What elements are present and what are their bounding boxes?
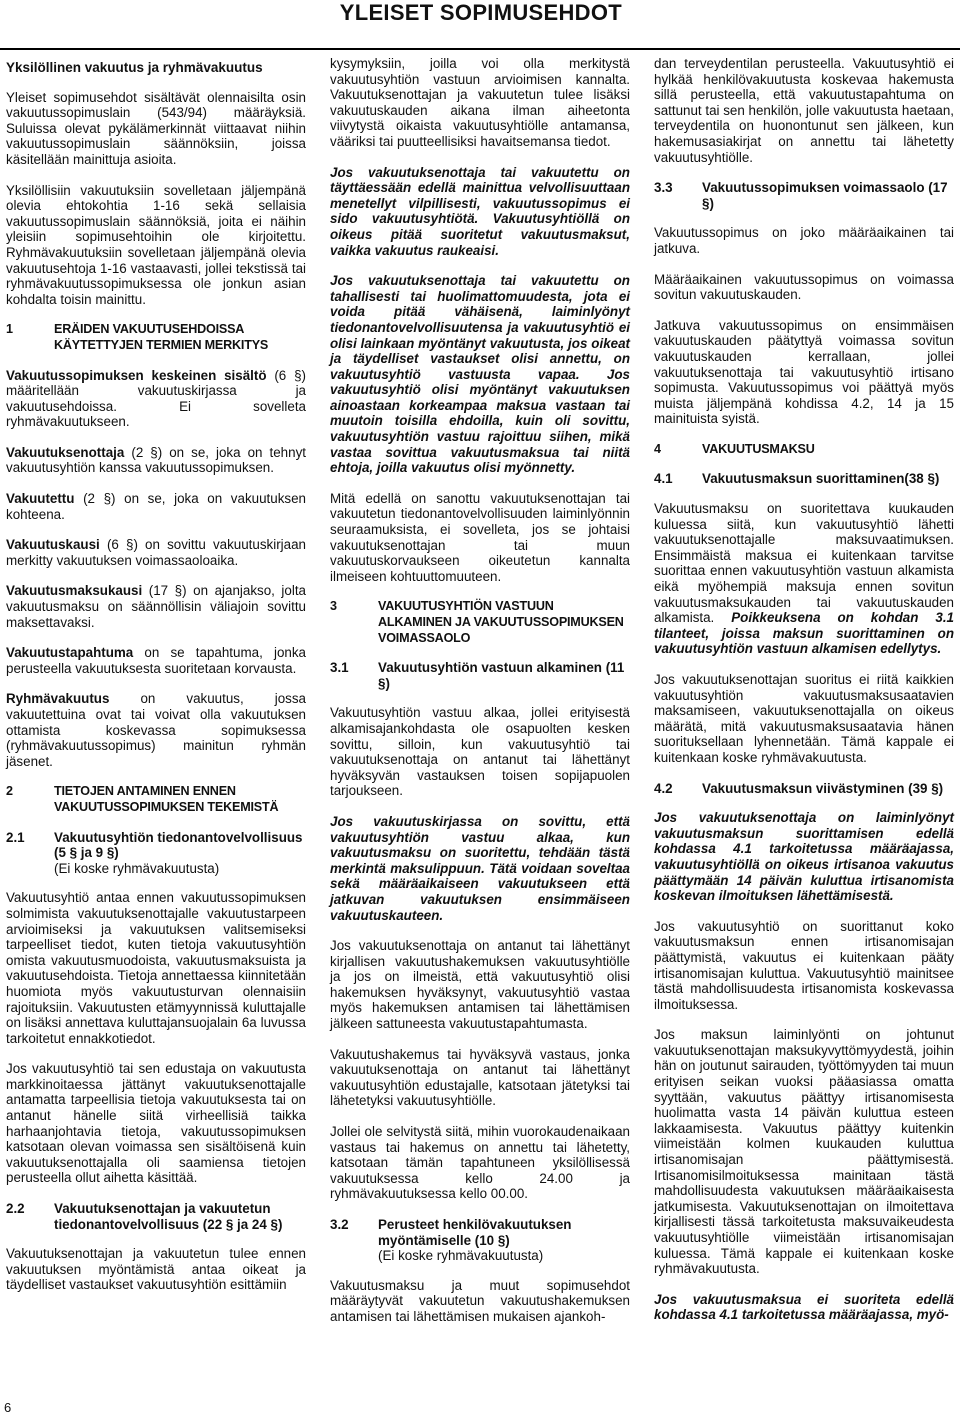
- page-title: YLEISET SOPIMUSEHDOT: [339, 0, 622, 25]
- definition: Ryhmävakuutus on vakuutus, jossa vakuutettuina ovat tai voivat olla vakuutuksen ottamista koskevassa sopimuksessa (ryhmävakuutussopimus) mainitun ryhmän jäsenet.: [6, 691, 306, 769]
- paragraph: Mitä edellä on sanottu vakuutuksenottajan tai vakuutetun tiedonantovelvollisuuden laiminlyönnin seuraamuksista, ei sovelleta, jos se johtaisi vakuutuksenottajan tai muun vakuutuskorvaukseen oikeutetun kannalta ilmeiseen kohtuuttomuuteen.: [330, 490, 630, 584]
- paragraph: dan terveydentilan perusteella. Vakuutusyhtiö ei hylkää henkilövakuutusta koskevaa hakemusta sillä perusteella, että vakuutustapahtuma on sattunut tai sen henkilön, jolle vakuutusta haetaan, terveydentila on huonontunut sen jälkeen, kun hakemusasiakirjat on annettu tai lähetetty vakuutusyhtiölle.: [654, 56, 955, 165]
- paragraph: Yleiset sopimusehdot sisältävät olennaisilta osin vakuutussopimuslain (543/94) määräyksiä. Suluissa olevat pykälämerkinnät viittaavat niihin vakuutussopimuslain säännöksiin, joissa käsitellään mainittuja asioita.: [6, 89, 306, 167]
- paragraph: Vakuutusmaksu on suoritettava kuukauden kuluessa siitä, kun vakuutusyhtiö lähetti vakuutuksenottajalle maksuvaatimuksen. Ensimmäistä maksua ei kuitenkaan tarvitse suorittaa ennen vakuutusyhtiön vastuun alkamista eikä myöhempiä maksuja ennen sovitun vakuutusmaksukauden tai vakuutuskauden alkamista. Poikkeuksena on kohdan 3.1 tilanteet, joissa maksun suorittaminen on vakuutusyhtiön vastuun alkamisen edellytys.: [654, 501, 954, 657]
- paragraph: Vakuutushakemus tai hyväksyvä vastaus, jonka vakuutuksenottaja on antanut tai lähettänyt vakuutusyhtiön edustajalle, katsotaan jätetyksi tai lähetetyksi vakuutusyhtiölle.: [330, 1046, 630, 1109]
- definition: Vakuutustapahtuma on se tapahtuma, jonka perusteella vakuutuksesta suoritetaan korvausta.: [6, 645, 306, 676]
- section-heading-3-3: 3.3 Vakuutussopimuksen voimassaolo (17 §): [654, 180, 948, 211]
- section-heading-2-1: 2.1 Vakuutusyhtiön tiedonantovelvollisuus (5 § ja 9 §) (Ei koske ryhmävakuutusta): [6, 829, 303, 876]
- column-3: [654, 56, 954, 1338]
- paragraph: Jos vakuutusyhtiö tai sen edustaja on vakuutusta markkinoitaessa jättänyt vakuutuksenottajalle antamatta tarpeellisia tietoja vakuutuksesta tai on antanut hänelle siitä virheellisiä taikka harhaanjohtavia tietoja, vakuutussopimuksen katsotaan olevan voimassa sen sisältöisenä kuin vakuutuksenottajalla oli saamiensa tietojen perusteella ollut aihetta käsittää.: [6, 1061, 306, 1186]
- definition: Vakuutussopimuksen keskeinen sisältö (6 §) määritellään vakuutuskirjassa ja vakuutusehdoissa. Ei sovelleta ryhmävakuutukseen.: [6, 367, 306, 430]
- paragraph: Vakuutusyhtiö antaa ennen vakuutussopimuksen solmimista vakuutuksenottajalle vakuutustarpeen arvioimiseksi ja vakuutuksen valitsemiseksi tarpeelliset tiedot, kuten tietoja vakuutusyhtiön omista vakuutusmuodoista, vakuutusmaksuista ja vakuutusehdoista. Tietoja annettaessa kiinnitetään huomiota myös vakuutusturvan olennaisiin rajoituksiin. Vakuutusten etämyynnissä kuluttajalle on lisäksi annettava kuluttajansuojalain 6a luvussa tarkoitetut ennakkotiedot.: [6, 890, 306, 1046]
- paragraph-emphasis: Jos vakuutuskirjassa on sovittu, että vakuutusyhtiön vastuu alkaa, kun vakuutusmaksu on suoritettu, tehdään tästä merkintä maksulippuun. Tätä voidaan soveltaa sekä määräaikaiseen vakuutukseen että jatkuvan vakuutuksen ensimmäiseen vakuutuskauteen.: [330, 813, 630, 923]
- section-heading-3-1: 3.1 Vakuutusyhtiön vastuun alkaminen (11 §): [330, 660, 625, 691]
- definition: Vakuutettu (2 §) on se, joka on vakuutuksen kohteena.: [6, 491, 306, 522]
- section-heading-3: 3 VAKUUTUSYHTIÖN VASTUUN ALKAMINEN JA VAKUUTUSSOPIMUKSEN VOIMASSAOLO: [330, 599, 624, 645]
- paragraph: Vakuutussopimus on joko määräaikainen tai jatkuva.: [654, 225, 954, 256]
- paragraph: Jollei ole selvitystä siitä, mihin vuorokaudenaikaan vastaus tai hakemus on annettu tai lähetetty, katsotaan tämän tapahtuneen yksilöllisessä vakuutuksessa kello 24.00 ja ryhmävakuutuksessa kello 00.00.: [330, 1124, 630, 1202]
- paragraph: Jos vakuutuksenottajan suoritus ei riitä kaikkien vakuutusyhtiön vakuutusmaksusaatavien maksamiseen, vakuutuksenottajalla on oikeus määrätä, mitä vakuutusmaksusaatavia hänen suorituksellaan lyhennetään. Tämä kappale ei kuitenkaan koske ryhmävakuutusta.: [654, 672, 954, 765]
- page-header: [0, 0, 960, 50]
- section-heading-1: 1 ERÄIDEN VAKUUTUSEHDOISSA KÄYTETTYJEN TERMIEN MERKITYS: [6, 322, 269, 352]
- definition: Vakuutuskausi (6 §) on sovittu vakuutuskirjaan merkitty vakuutuksen voimassaoloaika.: [6, 537, 306, 568]
- paragraph: Vakuutusmaksu ja muut sopimusehdot määräytyvät vakuutetun vakuutushakemuksen antamisen tai lähettämisen mukaisen ajankoh-: [330, 1277, 630, 1324]
- section-heading-2-2: 2.2 Vakuutuksenottajan ja vakuutetun tiedonantovelvollisuus (22 § ja 24 §): [6, 1201, 283, 1232]
- section-heading-2: 2 TIETOJEN ANTAMINEN ENNEN VAKUUTUSSOPIMUKSEN TEKEMISTÄ: [6, 784, 279, 814]
- paragraph: Määräaikainen vakuutussopimus on voimassa sovitun vakuutuskauden.: [654, 271, 954, 303]
- section-heading-4-1: 4.1 Vakuutusmaksun suorittaminen(38 §): [654, 471, 940, 487]
- paragraph: Jos maksun laiminlyönti on johtunut vakuutuksenottajan maksukyvyttömyydestä, joihin hän on joutunut sairauden, työttömyyden tai muun erityisen seikan vuoksi pääasiassa omatta syyttään, vakuutus päättyy irtisanomisesta huolimatta vasta 14 päivän kuluttua esteen lakkaamisesta. Vakuutus päättyy kuitenkin viimeistään kolmen kuukauden kuluttua irtisanomisajan päättymisestä. Irtisanomisilmoituksessa mainitaan tästä mahdollisuudesta vakuutuksen määräaikaisesta jatkumisesta. Vakuutuksenottajan on ilmoitettava kirjallisesti tässä tarkoitetusta maksuvaikeudesta vakuutusyhtiölle viimeistään irtisanomisajan kuluessa. Tämä kappale ei kuitenkaan koske ryhmävakuutusta.: [654, 1027, 954, 1277]
- paragraph: Vakuutusyhtiön vastuu alkaa, jollei erityisestä alkamisajankohdasta ole osapuolten kesken sovittu, silloin, kun vakuutusyhtiö tai vakuutuksenottaja on antanut tai lähettänyt hyväksyvän vastauksen toisen sopijapuolen tarjoukseen.: [330, 705, 630, 799]
- paragraph: Jos vakuutuksenottaja on antanut tai lähettänyt kirjallisen vakuutushakemuksen vakuutusyhtiölle ja jos on ilmeistä, että vakuutusyhtiö olisi hakemuksen hyväksynyt, vakuutusyhtiö vastaa myös hakemuksen antamisen tai lähettämisen jälkeen sattuneesta vakuutustapahtumasta.: [330, 938, 630, 1032]
- section-heading-4-2: 4.2 Vakuutusmaksun viivästyminen (39 §): [654, 780, 944, 796]
- paragraph-emphasis: Jos vakuutuksenottaja on laiminlyönyt vakuutusmaksun suorittamisen edellä kohdassa 4.1 tarkoitetussa määräajassa, vakuutusyhtiöllä on oikeus irtisanoa vakuutus päättymään 14 päivän kuluttua irtisanomista koskevan ilmoituksen lähettämisestä.: [654, 810, 954, 904]
- definition: Vakuutuksenottaja (2 §) on se, joka on tehnyt vakuutusyhtiön kanssa vakuutussopimuksen.: [6, 444, 306, 476]
- section-heading-3-2: 3.2 Perusteet henkilövakuutuksen myöntämiselle (10 §) (Ei koske ryhmävakuutusta): [330, 1217, 572, 1264]
- paragraph: kysymyksiin, joilla voi olla merkitystä vakuutusyhtiön vastuun arvioimisen kannalta. Vakuutuksenottajan ja vakuutetun tulee lisäksi vakuutuskauden aikana ilman aiheetonta viivytystä oikaista vakuutusyhtiölle antamansa, vääriksi tai puutteellisiksi havaitsemansa tiedot.: [330, 56, 630, 149]
- paragraph-emphasis: Jos vakuutusmaksua ei suoriteta edellä kohdassa 4.1 tarkoitetussa määräajassa, myö-: [654, 1291, 954, 1323]
- section-heading: Yksilöllinen vakuutus ja ryhmävakuutus: [6, 60, 263, 75]
- page-number: 6: [4, 1400, 12, 1415]
- paragraph-emphasis: Jos vakuutuksenottaja tai vakuutettu on täyttäessään edellä mainittua velvollisuuttaan menetellyt vilpillisesti, vakuutussopimus ei sido vakuutusyhtiötä. Vakuutusyhtiöllä on oikeus pitää suoritetut vakuutusmaksut, vaikka vakuutus raukeaisi.: [330, 164, 630, 258]
- paragraph: Jatkuva vakuutussopimus on ensimmäisen vakuutuskauden päätyttyä voimassa sovitun vakuutuskauden kerrallaan, jollei vakuutuksenottaja tai vakuutusyhtiö irtisano sopimusta. Vakuutussopimus voi päättyä myös muista jäljempänä kohdissa 4.2, 14 ja 15 mainituista syistä.: [654, 317, 954, 427]
- paragraph-emphasis: Jos vakuutuksenottaja tai vakuutettu on tahallisesti tai huolimattomuudesta, jota ei voida pitää vähäisenä, laiminlyönyt tiedonantovelvollisuutensa ja vakuutusyhtiö ei olisi lainkaan myöntänyt vakuutusta, jos oikeat ja täydelliset vastaukset olisi annettu, on vakuutusyhtiö vastuusta vapaa. Jos vakuutusyhtiö olisi myöntänyt vakuutuksen ainoastaan korkeampaa maksua vastaan tai muutoin toisilla ehdoilla, kuin oli sovittu, vakuutusyhtiön vastuu rajoittuu siihen, mikä vastaa sovittua vakuutusmaksua tai niitä ehtoja, joilla vakuutus olisi myönnetty.: [330, 273, 630, 476]
- section-heading-4: 4 VAKUUTUSMAKSU: [654, 441, 815, 456]
- column-2: [330, 56, 630, 1340]
- paragraph: Vakuutuksenottajan ja vakuutetun tulee ennen vakuutuksen myöntämistä antaa oikeat ja täydelliset vastaukset vakuutusyhtiön esittämiin: [6, 1246, 306, 1293]
- paragraph: Yksilöllisiin vakuutuksiin sovelletaan jäljempänä olevia ehtokohtia 1-16 sekä sellaisia vakuutussopimuslain säännöksiä, joita ei näihin yleisiin sopimusehtoihin ole kirjoitettu. Ryhmävakuutuksiin sovelletaan jäljempänä olevia vakuutusehtoja 1-16 vastaavasti, jollei tekstissä tai ryhmävakuutussopimuksessa ole jonkun asian kohdalta toisin mainittu.: [6, 182, 306, 307]
- definition: Vakuutusmaksukausi (17 §) on ajanjakso, jolta vakuutusmaksu on säännöllisin väliajoin sovittu maksettavaksi.: [6, 583, 306, 630]
- paragraph: Jos vakuutusyhtiö on suorittanut koko vakuutusmaksun ennen irtisanomisajan päättymistä, vakuutus ei kuitenkaan pääty irtisanomisajan kuluttua. Vakuutusyhtiö mainitsee tästä mahdollisuudesta irtisanomista koskevassa ilmoituksessa.: [654, 918, 954, 1012]
- column-1: [6, 56, 306, 1308]
